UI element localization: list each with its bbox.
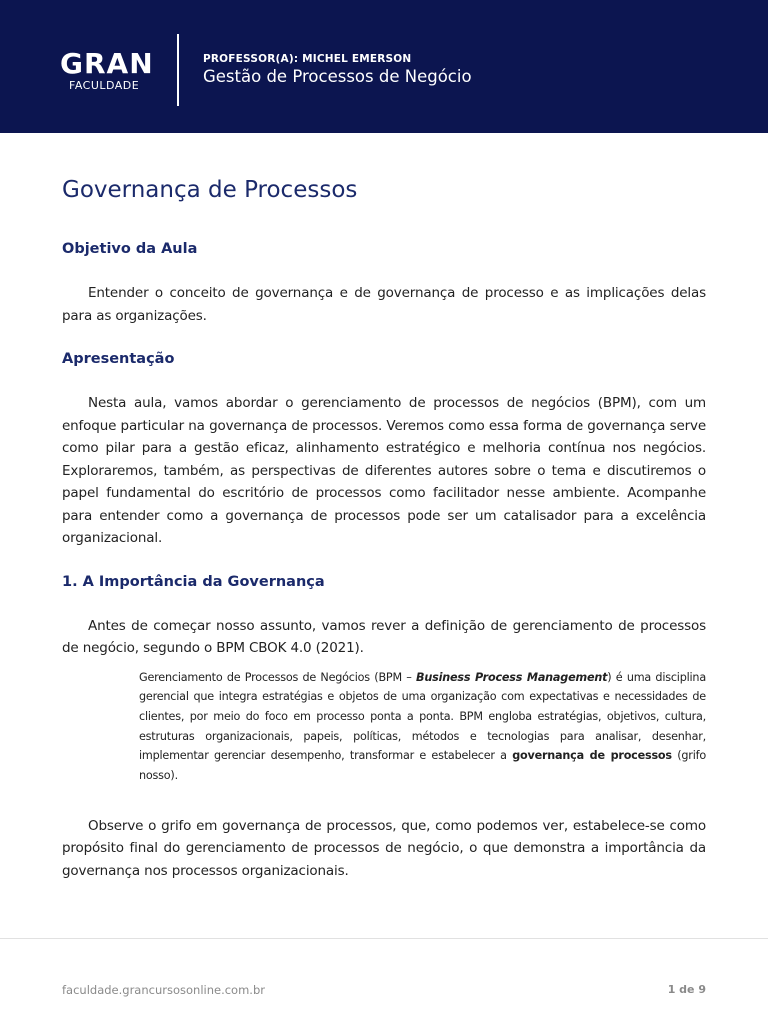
quote-text-2: ) é uma disciplina gerencial que integra estratégias e objetos de uma organização com expectativas e necessidades de clientes, por meio do foco em processo ponta a ponta. BPM engloba estratégias, objetivos, cultura, estruturas organizacionais, papeis, políticas, métodos e tecnologias para analisar, desenhar, implementar gerenciar desempenho, transformar e estabelecer a xyxy=(139,670,706,763)
quote-bold-term: governança de processos xyxy=(512,749,672,763)
logo-sub-text: FACULDADE xyxy=(69,79,140,92)
quote-text-3: (grifo nosso). xyxy=(139,749,707,783)
paragraph-apresentacao: Nesta aula, vamos abordar o gerenciamento de processos de negócios (BPM), com um enfoque particular na governança de processos. Veremos como essa forma de governança serve como pilar para a gestão eficaz, alinhamento estratégico e melhoria contínua nos negócios. Exploraremos, também, as perspectivas de diferentes autores sobre o tema e discutiremos o papel fundamental do escritório de processos como facilitador nesse ambiente. Acompanhe para entender como a governança de processos pode ser um catalisador para a excelência organizacional. xyxy=(62,395,706,546)
footer-divider xyxy=(0,938,768,939)
quote-italic-term: Business Process Management xyxy=(416,670,608,684)
course-title: Gestão de Processos de Negócio xyxy=(203,67,472,86)
paragraph-importancia-intro: Antes de começar nosso assunto, vamos rever a definição de gerenciamento de processos de negócio, segundo o BPM CBOK 4.0 (2021). xyxy=(62,617,706,656)
paragraph-objetivo: Entender o conceito de governança e de governança de processo e as implicações delas para as organizações. xyxy=(62,285,706,324)
section-heading-apresentacao: Apresentação xyxy=(62,351,175,367)
document-title: Governança de Processos xyxy=(62,177,358,203)
section-heading-importancia: 1. A Importância da Governança xyxy=(62,573,325,590)
page-header xyxy=(0,0,768,133)
quote-text-1: Gerenciamento de Processos de Negócios (BPM – xyxy=(139,670,417,684)
section-heading-objetivo: Objetivo da Aula xyxy=(62,241,198,257)
paragraph-importancia-closing: Observe o grifo em governança de processos, que, como podemos ver, estabelece-se como propósito final do gerenciamento de processos de negócio, o que demonstra a importância da governança nos processos organizacionais. xyxy=(62,817,706,879)
block-quote xyxy=(139,668,706,786)
professor-label: PROFESSOR(A): MICHEL EMERSON xyxy=(203,53,412,65)
footer-url: faculdade.grancursosonline.com.br xyxy=(62,983,265,997)
logo-main-text: GRAN xyxy=(60,47,154,80)
gran-faculdade-logo xyxy=(60,47,160,92)
page-number: 1 de 9 xyxy=(667,983,706,996)
document-body xyxy=(62,172,706,903)
header-divider xyxy=(177,34,179,106)
